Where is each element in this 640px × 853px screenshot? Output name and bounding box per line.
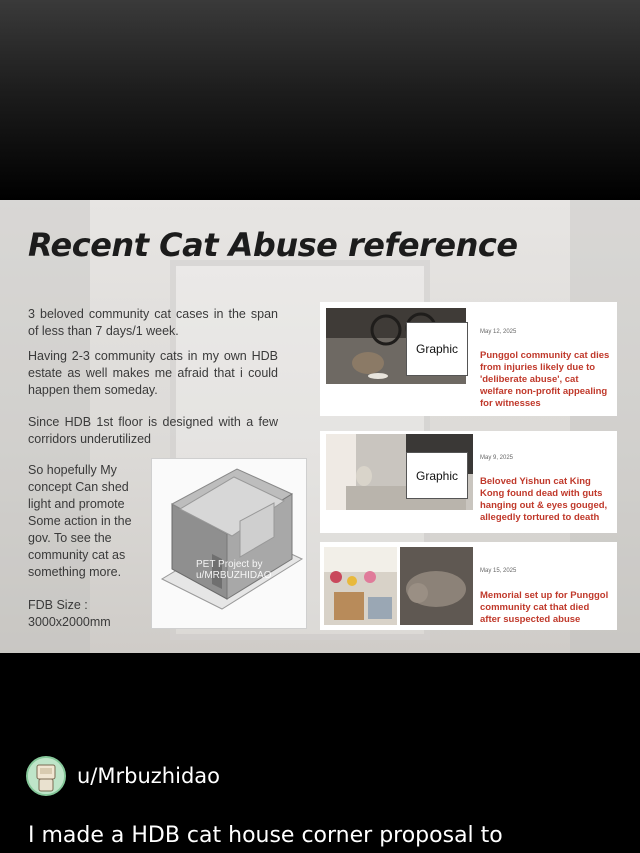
news-headline: Memorial set up for Punggol community cat that died after suspected abuse <box>480 590 609 625</box>
post-title[interactable]: I made a HDB cat house corner proposal to <box>28 823 503 848</box>
size-label: FDB Size : <box>28 598 88 612</box>
slide-paragraph-cases: 3 beloved community cat cases in the span of less than 7 days/1 week. <box>28 307 278 338</box>
top-dark-area <box>0 0 640 200</box>
news-date: May 15, 2025 <box>480 568 517 574</box>
news-card-punggol-cat[interactable] <box>320 302 617 416</box>
snoo-avatar-icon <box>28 758 64 794</box>
news-photo-memorial <box>324 547 397 625</box>
slide-paragraph-concept: So hopefully My concept Can shed light and promote Some action in the gov. To see the community cat as something more. <box>28 463 132 579</box>
render-watermark: PET Project by u/MRBUZHIDAO <box>196 559 272 581</box>
slide-paragraph-hdb-estate: Having 2-3 community cats in my own HDB estate as well makes me afraid that i could happen them someday. <box>28 349 278 397</box>
memorial-flowers-icon <box>324 547 397 625</box>
graphic-warning-overlay: Graphic <box>406 452 468 499</box>
cat-photo-icon <box>400 547 473 625</box>
news-card-memorial[interactable] <box>320 542 617 630</box>
cat-house-render <box>151 458 307 629</box>
graphic-warning-overlay: Graphic <box>406 322 468 376</box>
cat-house-3d-icon <box>152 459 308 630</box>
slide-size-spec <box>28 597 138 631</box>
slide-paragraph-corridors: Since HDB 1st floor is designed with a few corridors underutilized <box>28 415 278 446</box>
user-avatar[interactable] <box>26 756 66 796</box>
post-username[interactable]: u/Mrbuzhidao <box>77 764 220 788</box>
news-date: May 9, 2025 <box>480 455 514 461</box>
news-card-king-kong[interactable] <box>320 431 617 533</box>
slide-image <box>0 200 640 653</box>
size-value: 3000x2000mm <box>28 615 111 629</box>
news-headline: Beloved Yishun cat King Kong found dead with guts hanging out & eyes gouged, allegedly tortured to death <box>480 476 608 523</box>
news-photo-cat <box>400 547 473 625</box>
slide-title: Recent Cat Abuse reference <box>28 226 518 264</box>
news-headline: Punggol community cat dies from injuries likely due to 'deliberate abuse', cat welfare non-profit appealing for witnesses <box>480 350 610 409</box>
news-date: May 12, 2025 <box>480 329 517 335</box>
